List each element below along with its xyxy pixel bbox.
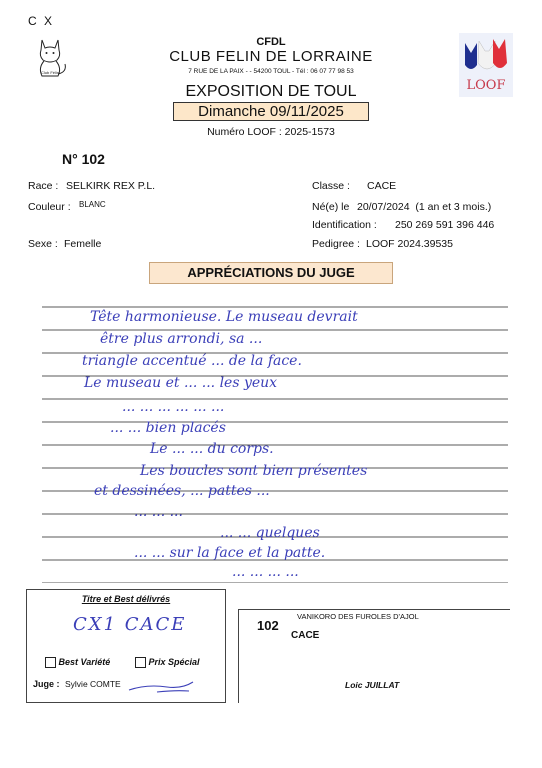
- comment-line: ... ... bien placés: [110, 420, 226, 436]
- comment-line: Le museau et ... ... les yeux: [84, 375, 278, 391]
- judge-signature: [127, 676, 197, 696]
- comment-line: Tête harmonieuse. Le museau devrait: [90, 309, 358, 325]
- exhibitor-number: 102: [257, 618, 279, 633]
- exhibition-title: EXPOSITION DE TOUL: [185, 83, 357, 100]
- birth-label: Né(e) le: [312, 201, 350, 213]
- exhibition-date: Dimanche 09/11/2025: [173, 102, 369, 121]
- classe-label: Classe :: [312, 180, 350, 192]
- sexe-label: Sexe :: [28, 238, 58, 250]
- comment-line: ... ... ... ...: [232, 564, 299, 580]
- comment-line: triangle accentué ... de la face.: [82, 353, 302, 369]
- loof-logo-text: LOOF: [466, 78, 506, 93]
- identification-value: 250 269 591 396 446: [395, 219, 495, 231]
- pedigree-label: Pedigree :: [312, 238, 360, 250]
- club-acronym: CFDL: [256, 36, 286, 48]
- prix-special-option[interactable]: [135, 657, 200, 668]
- best-variete-checkbox[interactable]: [45, 657, 56, 668]
- best-variete-option[interactable]: [45, 657, 110, 668]
- prix-special-checkbox[interactable]: [135, 657, 146, 668]
- titles-box-heading: Titre et Best délivrés: [81, 594, 171, 604]
- comment-line: Le ... ... du corps.: [150, 441, 274, 457]
- judge-name: Sylvie COMTE: [65, 679, 121, 689]
- exhibitor-classe: CACE: [291, 630, 320, 641]
- comment-line: ... ... quelques: [220, 525, 320, 541]
- classe-value: CACE: [367, 180, 397, 192]
- exhibitor-cat-name: VANIKORO DES FUROLES D'AJOL: [297, 612, 419, 621]
- couleur-value: BLANC: [79, 200, 106, 209]
- pedigree-value: LOOF 2024.39535: [366, 238, 453, 250]
- birth-value: 20/07/2024 (1 an et 3 mois.): [357, 201, 492, 213]
- race-value: SELKIRK REX P.L.: [66, 180, 156, 192]
- couleur-label: Couleur :: [28, 201, 71, 213]
- judge-comments-area: [42, 303, 508, 583]
- club-address: 7 RUE DE LA PAIX - - 54200 TOUL - Tél : 06 07 77 98 53: [188, 68, 354, 75]
- comment-line: être plus arrondi, sa ...: [100, 331, 263, 347]
- comment-line: ... ... sur la face et la patte.: [134, 545, 326, 561]
- titles-box: [26, 589, 226, 703]
- exhibitor-box: [238, 609, 510, 703]
- loof-number: Numéro LOOF : 2025-1573: [207, 126, 335, 138]
- judge-label: Juge :: [33, 679, 60, 689]
- identification-label: Identification :: [312, 219, 377, 231]
- section-header: APPRÉCIATIONS DU JUGE: [149, 262, 393, 284]
- prix-special-label: Prix Spécial: [148, 657, 200, 667]
- handwritten-title: CX1 CACE: [73, 614, 187, 635]
- comment-line: ... ... ... ... ... ...: [122, 399, 225, 415]
- cat-logo-text: Club Félin: [40, 70, 60, 75]
- comment-line: ... ... ...: [134, 504, 183, 520]
- corner-mark: C X: [28, 14, 55, 28]
- race-label: Race :: [28, 180, 59, 192]
- comment-line: Les boucles sont bien présentes: [140, 463, 368, 479]
- club-name: CLUB FELIN DE LORRAINE: [169, 48, 373, 65]
- best-variete-label: Best Variété: [58, 657, 111, 667]
- exhibitor-owner: Loic JUILLAT: [345, 680, 400, 690]
- cat-number: N° 102: [62, 151, 105, 167]
- comment-line: et dessinées, ... pattes ...: [94, 483, 270, 499]
- sexe-value: Femelle: [64, 238, 102, 250]
